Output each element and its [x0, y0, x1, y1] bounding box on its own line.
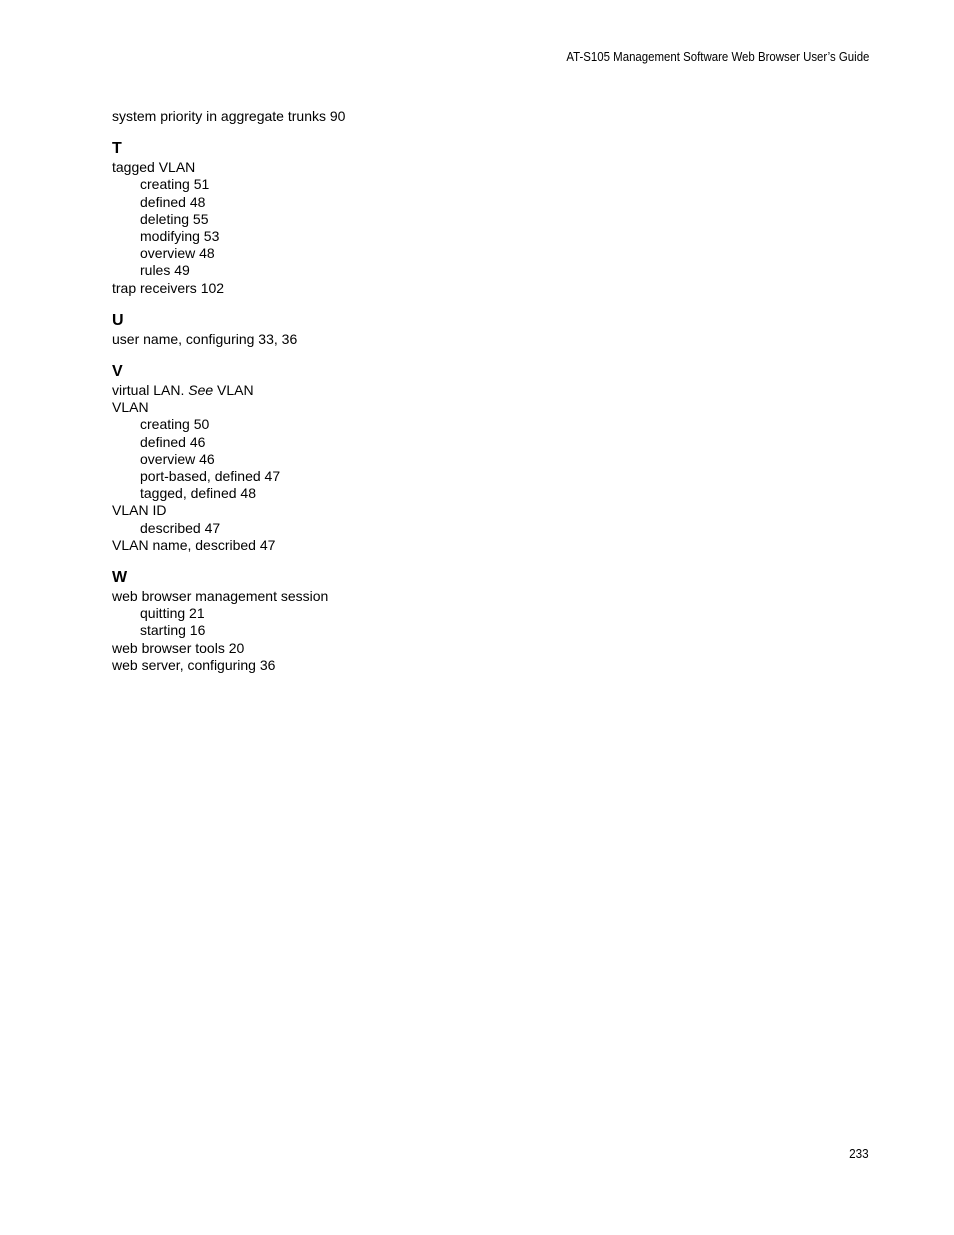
index-entry-cross-reference: [112, 382, 812, 399]
index-subentry: port-based, defined 47: [140, 468, 281, 485]
index-entry: web server, configuring 36: [112, 656, 276, 673]
index-subentry: rules 49: [140, 262, 190, 279]
index-subentry: tagged, defined 48: [140, 485, 256, 502]
index-subentry: overview 48: [140, 245, 215, 262]
running-header: AT-S105 Management Software Web Browser User’s Guide: [565, 49, 869, 64]
index-subentry: starting 16: [140, 622, 206, 639]
index-subentry: deleting 55: [140, 210, 209, 227]
index-entry: web browser tools 20: [112, 639, 245, 656]
index-entry: tagged VLAN: [112, 159, 196, 176]
index-list: [112, 108, 812, 674]
index-subentry: defined 48: [140, 193, 206, 210]
section-letter-v: V: [112, 363, 123, 381]
index-entry: user name, configuring 33, 36: [112, 330, 298, 347]
page-number: 233: [849, 1146, 869, 1161]
section-letter-w: W: [112, 569, 128, 587]
entry-text: virtual LAN.: [112, 382, 189, 399]
section-letter-u: U: [112, 311, 124, 329]
section-letter-t: T: [112, 140, 122, 158]
see-reference: See: [188, 382, 214, 399]
index-subentry: modifying 53: [140, 228, 220, 245]
entry-text: VLAN: [213, 382, 254, 399]
index-entry: system priority in aggregate trunks 90: [112, 108, 346, 124]
index-subentry: creating 51: [140, 176, 210, 193]
index-subentry: overview 46: [140, 450, 215, 467]
index-entry: VLAN ID: [112, 502, 167, 519]
index-subentry: defined 46: [140, 433, 206, 450]
index-entry: trap receivers 102: [112, 279, 225, 296]
index-entry: VLAN name, described 47: [112, 536, 276, 553]
index-entry: web browser management session: [112, 588, 329, 605]
index-subentry: quitting 21: [140, 605, 205, 622]
index-subentry: creating 50: [140, 416, 210, 433]
index-entry: VLAN: [112, 399, 149, 416]
index-subentry: described 47: [140, 519, 221, 536]
